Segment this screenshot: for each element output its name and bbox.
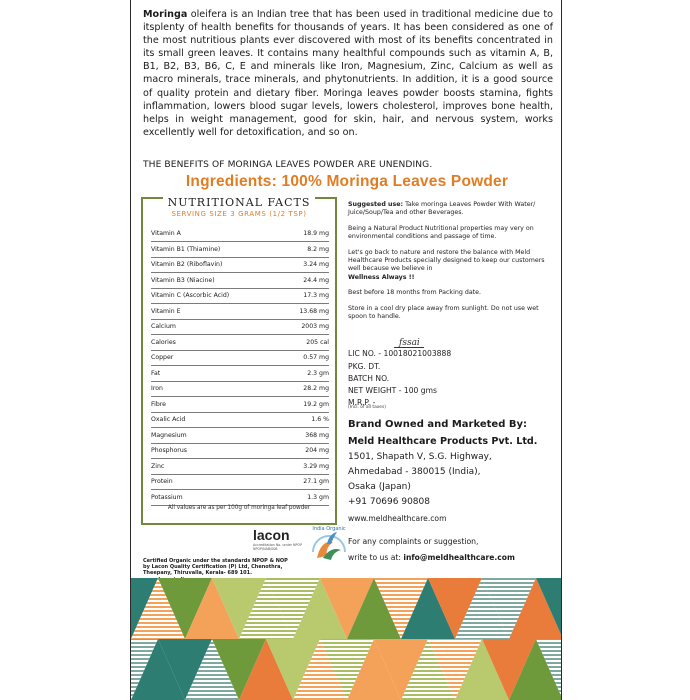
nutrient-name: Protein [151, 474, 277, 490]
nutrition-row [151, 381, 329, 397]
nutrition-row [151, 397, 329, 413]
company-name: Meld Healthcare Products Pvt. Ltd. [348, 436, 538, 447]
best-before: Best before 18 months from Packing date. [348, 289, 482, 297]
nutrition-row [151, 257, 329, 273]
email-link[interactable]: info@meldhealthcare.com [403, 553, 515, 562]
nutrient-name: Calories [151, 335, 277, 351]
nutrient-value: 17.3 mg [277, 288, 329, 304]
nutrition-row [151, 412, 329, 428]
storage-note: Store in a cool dry place away from sunlight. Do not use wet spoon to handle. [348, 304, 539, 321]
nutrient-value: 24.4 mg [277, 273, 329, 289]
write-to-us [348, 553, 515, 562]
nutrition-row [151, 490, 329, 506]
nutrient-value: 28.2 mg [277, 381, 329, 397]
nutrient-name: Vitamin C (Ascorbic Acid) [151, 288, 277, 304]
wellness-tagline: Wellness Always !! [348, 273, 415, 281]
write-label: write to us at: [348, 553, 404, 562]
nutrient-name: Fat [151, 366, 277, 382]
nutrition-row [151, 273, 329, 289]
nutrient-value: 3.29 mg [277, 459, 329, 475]
suggested-use-label: Suggested use: [348, 201, 404, 208]
triangle-pattern [131, 578, 562, 700]
nutrient-name: Vitamin B2 (Riboflavin) [151, 257, 277, 273]
batch-number: BATCH NO. [348, 374, 390, 383]
nutrient-value: 18.9 mg [277, 226, 329, 242]
usage-block [348, 201, 556, 328]
nutrient-name: Vitamin A [151, 226, 277, 242]
nutrition-row [151, 226, 329, 242]
nutrient-value: 1.3 gm [277, 490, 329, 506]
address-line-3: Osaka (Japan) [348, 482, 411, 492]
nutrient-value: 204 mg [277, 443, 329, 459]
nutrient-name: Calcium [151, 319, 277, 335]
nutrition-row [151, 350, 329, 366]
nutrition-row [151, 428, 329, 444]
phone-number: +91 70696 90808 [348, 497, 430, 507]
nutrition-row [151, 366, 329, 382]
nutrition-row [151, 474, 329, 490]
intro-paragraph [143, 8, 553, 139]
serving-size: SERVING SIZE 3 GRAMS (1/2 TSP) [171, 210, 307, 218]
nutrition-row [151, 335, 329, 351]
suggested-use-text: Take moringa Leaves Powder With Water/ Juice/Soup/Tea and other Beverages. [348, 201, 536, 217]
fssai-underline [394, 347, 424, 348]
nutrition-row [151, 242, 329, 258]
suggested-use [348, 201, 556, 218]
complaints-line: For any complaints or suggestion, [348, 537, 479, 546]
nutrient-name: Copper [151, 350, 277, 366]
nutrition-note: All values are as per 100g of moringa leaf powder [167, 505, 311, 511]
address-line-1: 1501, Shapath V, S.G. Highway, [348, 452, 492, 462]
nutrient-value: 2.3 gm [277, 366, 329, 382]
balance-note [348, 249, 556, 283]
address-line-2: Ahmedabad - 380015 (India), [348, 467, 481, 477]
mrp-note: (Incl. of all taxes) [348, 405, 386, 410]
pkg-date: PKG. DT. [348, 362, 381, 371]
label-panel [130, 0, 562, 700]
nutrient-value: 205 cal [277, 335, 329, 351]
balance-text: Let's go back to nature and restore the balance with Meld Healthcare Products specially designed to keep our customers well because we believe in [348, 248, 545, 273]
nutrient-value: 2003 mg [277, 319, 329, 335]
mrp: M.R.P. - [348, 398, 376, 407]
benefits-line: THE BENEFITS OF MORINGA LEAVES POWDER ARE UNENDING. [143, 160, 433, 170]
nutrient-name: Fibre [151, 397, 277, 413]
nutrition-row [151, 443, 329, 459]
nutrition-row [151, 288, 329, 304]
lacon-accreditation: Accreditation No. under NPOP NPOP/NAB/008 [253, 543, 303, 551]
nutrition-row [151, 319, 329, 335]
nutrient-value: 13.68 mg [277, 304, 329, 320]
india-organic-text: India Organic [312, 526, 346, 532]
nutrition-row [151, 459, 329, 475]
certification-text: Certified Organic under the standards NPOP & NOP by Lacon Quality Certification (P) Ltd, Chenothra, Theepany, Thiruvalla, Kerala- 689 101. [143, 558, 288, 577]
nutrient-value: 368 mg [277, 428, 329, 444]
lacon-logo: lacon [253, 527, 290, 543]
nutrient-name: Vitamin B3 (Niacine) [151, 273, 277, 289]
intro-text: oleifera is an Indian tree that has been used in traditional medicine due to itsplenty of health benefits for thousands of years. It has been considered as one of the most nutritious plants ever discovered with most of its benefits concentrated in its small green leaves. It contains many healthful compounds such as vitamin A, B, B1, B2, B3, B6, C, E and minerals like Iron, Magnesium, Zinc, Calcium as well as macro minerals, trace minerals, and phytonutrients. In addition, it is a good source of quality protein and dietary fiber. Moringa leaves powder boosts stamina, fights inflammation, lowers blood sugar levels, lowers cholesterol, improves bone health, helps in weight management, good for skin, hair, and nervous system, works excellently well for detoxification, and so on. [143, 9, 553, 138]
nutrient-value: 3.24 mg [277, 257, 329, 273]
nutrition-table [151, 226, 329, 506]
nutrient-name: Phosphorus [151, 443, 277, 459]
ingredients-heading: Ingredients: 100% Moringa Leaves Powder [185, 173, 509, 190]
india-organic-logo-icon [307, 522, 351, 564]
nutrient-value: 0.57 mg [277, 350, 329, 366]
nutrition-facts-box [141, 197, 337, 525]
nutrient-value: 19.2 gm [277, 397, 329, 413]
natural-product-note: Being a Natural Product Nutritional properties may very on environmental conditions and passage of time. [348, 224, 534, 241]
nutrient-name: Iron [151, 381, 277, 397]
nutrient-name: Oxalic Acid [151, 412, 277, 428]
nutrient-name: Zinc [151, 459, 277, 475]
nutrient-name: Vitamin B1 (Thiamine) [151, 242, 277, 258]
nutrient-value: 8.2 mg [277, 242, 329, 258]
nutrient-name: Vitamin E [151, 304, 277, 320]
nutrient-value: 1.6 % [277, 412, 329, 428]
website-link[interactable]: www.meldhealthcare.com [348, 514, 447, 523]
brand-owned-heading: Brand Owned and Marketed By: [348, 419, 527, 430]
nutrient-value: 27.1 gm [277, 474, 329, 490]
nutrient-name: Potassium [151, 490, 277, 506]
net-weight: NET WEIGHT - 100 gms [348, 386, 437, 395]
nutrition-title: NUTRITIONAL FACTS [163, 196, 316, 209]
nutrition-row [151, 304, 329, 320]
nutrient-name: Magnesium [151, 428, 277, 444]
fssai-logo: fssai [399, 338, 420, 348]
lic-number: LIC NO. - 10018021003888 [348, 349, 452, 358]
intro-lead-word: Moringa [143, 9, 188, 20]
